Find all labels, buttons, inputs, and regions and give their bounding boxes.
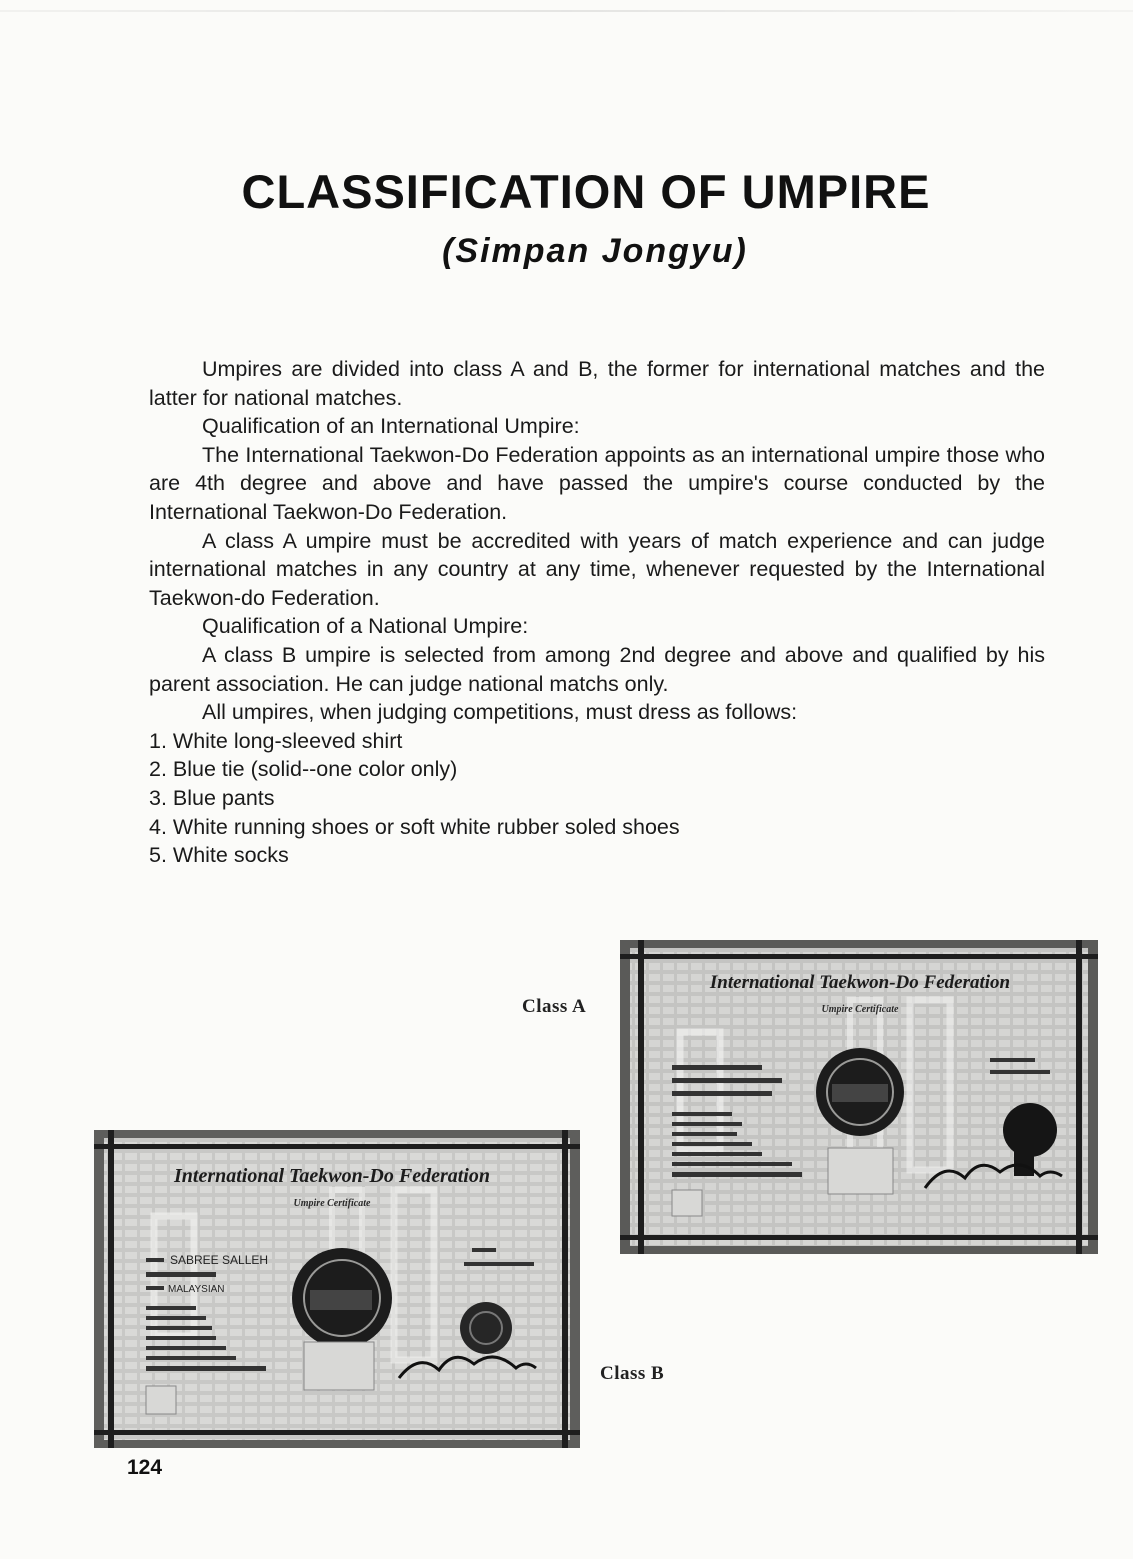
class-b-caption: Class B — [600, 1363, 665, 1384]
top-edge-rule — [0, 10, 1133, 12]
class-b-cert-title: International Taekwon-Do Federation — [174, 1165, 490, 1187]
heading-international-qualification: Qualification of an International Umpire: — [202, 414, 580, 439]
page-title: CLASSIFICATION OF UMPIRE — [241, 165, 931, 218]
paragraph-dress-intro: All umpires, when judging competitions, must dress as follows: — [202, 700, 798, 725]
paragraph-class-b: A class B umpire is selected from among 2nd degree and above and qualified by his parent association. He can judge national matchs only. — [149, 642, 1045, 696]
class-b-certificate-image — [94, 1130, 580, 1448]
paragraph-intro: Umpires are divided into class A and B, the former for international matches and the latter for national matches. — [149, 357, 1045, 410]
class-b-cert-nationality: MALAYSIAN — [168, 1284, 225, 1295]
list-item: 1. White long-sleeved shirt — [149, 728, 403, 753]
class-a-cert-subtitle: Umpire Certificate — [821, 1004, 899, 1015]
class-b-cert-name: SABREE SALLEH — [170, 1253, 269, 1267]
dress-code-list — [149, 727, 1045, 870]
class-b-certificate-photo — [94, 1130, 580, 1448]
paragraph-class-a: A class A umpire must be accredited with years of match experience and can judge international matches in any country at any time, whenever requested by the International Taekwon-do Federation. — [149, 528, 1045, 610]
class-b-cert-subtitle: Umpire Certificate — [293, 1198, 371, 1209]
page-number: 124 — [127, 1456, 163, 1479]
list-item: 4. White running shoes or soft white rubber soled shoes — [149, 814, 680, 839]
list-item: 2. Blue tie (solid--one color only) — [149, 757, 458, 782]
page-subtitle: (Simpan Jongyu) — [442, 232, 748, 270]
body-text — [149, 355, 1045, 870]
paragraph-international-umpire: The International Taekwon-Do Federation appoints as an international umpire those who are 4th degree and above and have passed the umpire's course conducted by the International Taekwon-Do Federation. — [149, 442, 1045, 524]
class-a-certificate-image — [620, 940, 1098, 1254]
class-a-certificate-photo — [620, 940, 1098, 1254]
class-a-caption: Class A — [522, 996, 587, 1017]
class-b-seal — [460, 1302, 512, 1354]
list-item: 3. Blue pants — [149, 785, 275, 810]
heading-national-qualification: Qualification of a National Umpire: — [202, 614, 529, 639]
class-a-cert-title: International Taekwon-Do Federation — [709, 972, 1011, 993]
list-item: 5. White socks — [149, 843, 289, 868]
